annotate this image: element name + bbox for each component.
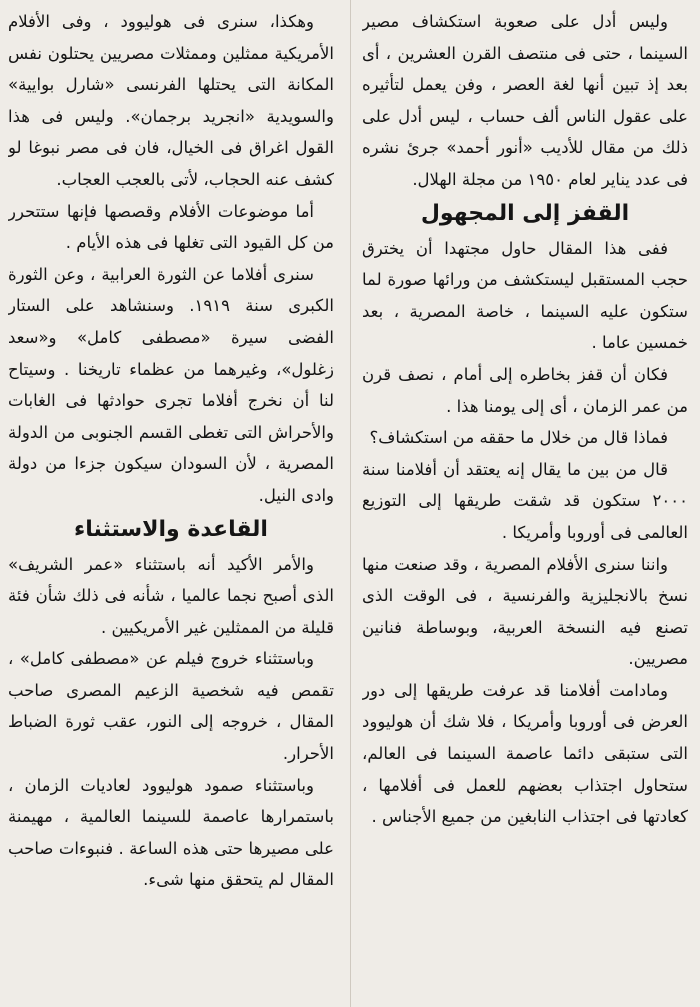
paragraph: فماذا قال من خلال ما حققه من استكشاف؟ <box>369 428 668 448</box>
column-divider <box>350 0 351 1007</box>
paragraph: وباستثناء صمود هوليوود لعاديات الزمان ، باستمرارها عاصمة للسينما العالمية ، مهيمنة على مصيرها حتى هذه الساعة . فنبوءات صاحب المقال لم يتحقق منها شىء. <box>8 775 334 890</box>
paragraph: قال من بين ما يقال إنه يعتقد أن أفلامنا سنة ٢٠٠٠ ستكون قد شقت طريقها إلى التوزيع العالمى فى أوروبا وأمريكا . <box>362 459 688 542</box>
paragraph: وباستثناء خروج فيلم عن «مصطفى كامل» ، تقمص فيه شخصية الزعيم المصرى صاحب المقال ، خروجه إلى النور، عقب ثورة الضباط الأحرار. <box>8 649 334 764</box>
section-heading-rule-exception: القاعدة والاستثناء <box>74 516 268 542</box>
section-heading-leap-unknown: القفز إلى المجهول <box>420 200 630 226</box>
paragraph: ففى هذا المقال حاول مجتهدا أن يخترق حجب المستقبل ليستكشف من ورائها صورة لما ستكون عليه السينما ، خاصة المصرية ، بعد خمسين عاما . <box>362 238 688 353</box>
paragraph: واننا سنرى الأفلام المصرية ، وقد صنعت منها نسخ بالانجليزية والفرنسية ، فى الوقت الذى تصنع فيه النسخة العربية، وبوساطة فنانين مصريين. <box>362 554 688 669</box>
paragraph: وهكذا، سنرى فى هوليوود ، وفى الأفلام الأمريكية ممثلين وممثلات مصريين يحتلون نفس المكانة التى يحتلها الفرنسى «شارل بوايية» والسويدية «انجريد برجمان». وليس فى هذا القول اغراق فى الخيال، فان فى مصر نبوغا لو كشف عنه الحجاب، لأتى بالعجب العجاب. <box>8 12 334 189</box>
paragraph: سنرى أفلاما عن الثورة العرابية ، وعن الثورة الكبرى سنة ١٩١٩. وسنشاهد على الستار الفضى سيرة «مصطفى كامل» و«سعد زغلول»، وغيرهما من عظماء تاريخنا . وسيتاح لنا أن نخرج أفلاما تجرى حوادثها فى الغابات والأحراش التى تغطى القسم الجنوبى من الدولة المصرية ، لأن السودان سيكون جزءا من دولة وادى النيل. <box>8 264 334 505</box>
left-column <box>8 6 334 1001</box>
paragraph: ومادامت أفلامنا قد عرفت طريقها إلى دور العرض فى أوروبا وأمريكا ، فلا شك أن هوليوود التى ستبقى دائما عاصمة السينما فى العالم، ستحاول اجتذاب بعضهم للعمل فى أفلامها ، كعادتها فى اجتذاب النابغين من جميع الأجناس . <box>362 680 688 827</box>
intro-paragraph: وليس أدل على صعوبة استكشاف مصير السينما ، حتى فى منتصف القرن العشرين ، أى بعد إذ تبين أنها لغة العصر ، وفن يعمل لتأثيره على عقول الناس ألف حساب ، ليس أدل على ذلك من مقال للأديب «أنور أحمد» جرئ نشره فى عدد يناير لعام ١٩٥٠ من مجلة الهلال. <box>362 12 688 189</box>
paragraph: فكان أن قفز بخاطره إلى أمام ، نصف قرن من عمر الزمان ، أى إلى يومنا هذا . <box>362 364 688 416</box>
right-column <box>362 6 688 1001</box>
paragraph: والأمر الأكيد أنه باستثناء «عمر الشريف» الذى أصبح نجما عالميا ، شأنه فى ذلك شأن فئة قليلة من الممثلين غير الأمريكيين . <box>8 554 334 637</box>
paragraph: أما موضوعات الأفلام وقصصها فإنها ستتحرر من كل القيود التى تغلها فى هذه الأيام . <box>8 201 334 253</box>
